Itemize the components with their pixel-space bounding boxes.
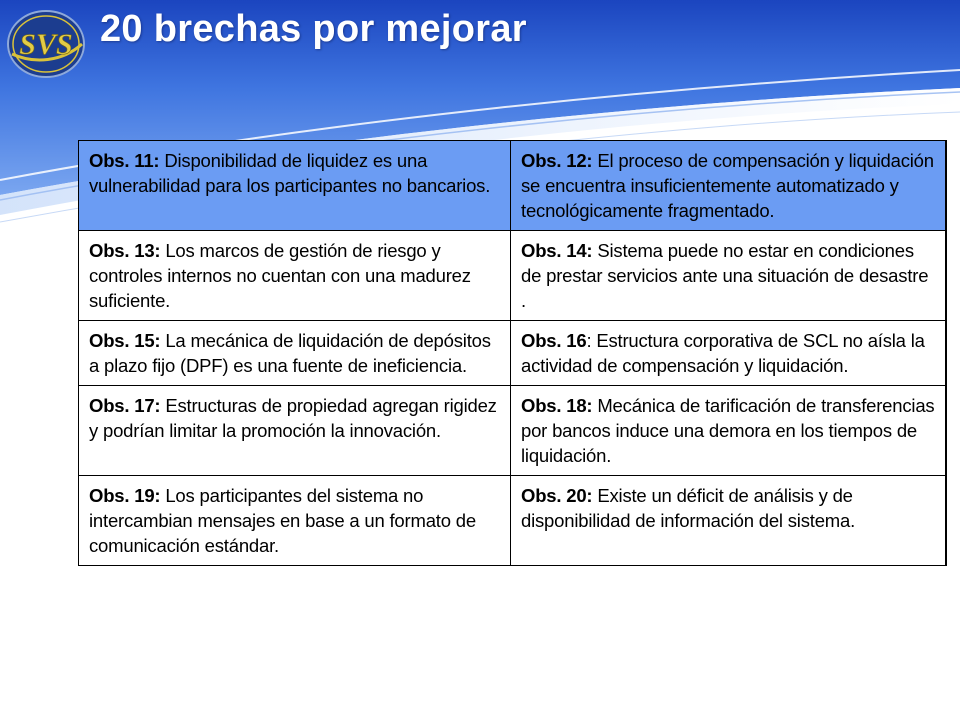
observation-text: Los participantes del sistema no intercambian mensajes en base a un formato de comunicación estándar. xyxy=(89,484,476,556)
table-row xyxy=(79,385,946,475)
observation-label: Obs. 16 xyxy=(521,329,587,351)
observation-cell xyxy=(511,385,946,475)
observation-text: Mecánica de tarificación de transferencias por bancos induce una demora en los tiempos de liquidación. xyxy=(521,394,935,466)
observation-cell xyxy=(79,385,511,475)
observation-text: Disponibilidad de liquidez es una vulnerabilidad para los participantes no bancarios. xyxy=(89,150,491,196)
observation-text: La mecánica de liquidación de depósitos a plazo fijo (DPF) es una fuente de ineficiencia. xyxy=(89,329,491,376)
observation-label: Obs. 17: xyxy=(89,394,161,416)
observation-cell xyxy=(79,320,511,385)
page-title: 20 brechas por mejorar xyxy=(100,8,527,50)
logo-text: SVS xyxy=(19,28,73,61)
observation-cell xyxy=(511,141,946,231)
observation-label: Obs. 12: xyxy=(521,150,593,171)
observation-cell xyxy=(79,141,511,231)
observation-label: Obs. 14: xyxy=(521,239,593,261)
observation-text: Existe un déficit de análisis y de disponibilidad de información del sistema. xyxy=(521,484,856,531)
table-row xyxy=(79,320,946,385)
svs-logo xyxy=(4,4,88,80)
table-row xyxy=(79,475,946,565)
observation-cell xyxy=(511,475,946,565)
observation-label: Obs. 19: xyxy=(89,484,161,506)
observation-text: Los marcos de gestión de riesgo y controles internos no cuentan con una madurez suficiente. xyxy=(89,239,471,311)
observation-label: Obs. 18: xyxy=(521,394,593,416)
observation-label: Obs. 13: xyxy=(89,239,161,261)
observation-text: Sistema puede no estar en condiciones de prestar servicios ante una situación de desastre . xyxy=(521,239,929,311)
observation-label: Obs. 15: xyxy=(89,329,161,351)
table-row xyxy=(79,141,946,231)
observation-label: Obs. 11: xyxy=(89,150,160,171)
observation-cell xyxy=(79,475,511,565)
observation-text: El proceso de compensación y liquidación se encuentra insuficientemente automatizado y tecnológicamente fragmentado. xyxy=(521,150,934,221)
observation-text: : Estructura corporativa de SCL no aísla la actividad de compensación y liquidación. xyxy=(521,329,925,376)
observation-cell xyxy=(79,230,511,320)
observation-text: Estructuras de propiedad agregan rigidez y podrían limitar la promoción la innovación. xyxy=(89,394,497,441)
table-row xyxy=(79,230,946,320)
observation-cell xyxy=(511,230,946,320)
observation-label: Obs. 20: xyxy=(521,484,593,506)
observations-table xyxy=(78,140,947,566)
observation-cell xyxy=(511,320,946,385)
